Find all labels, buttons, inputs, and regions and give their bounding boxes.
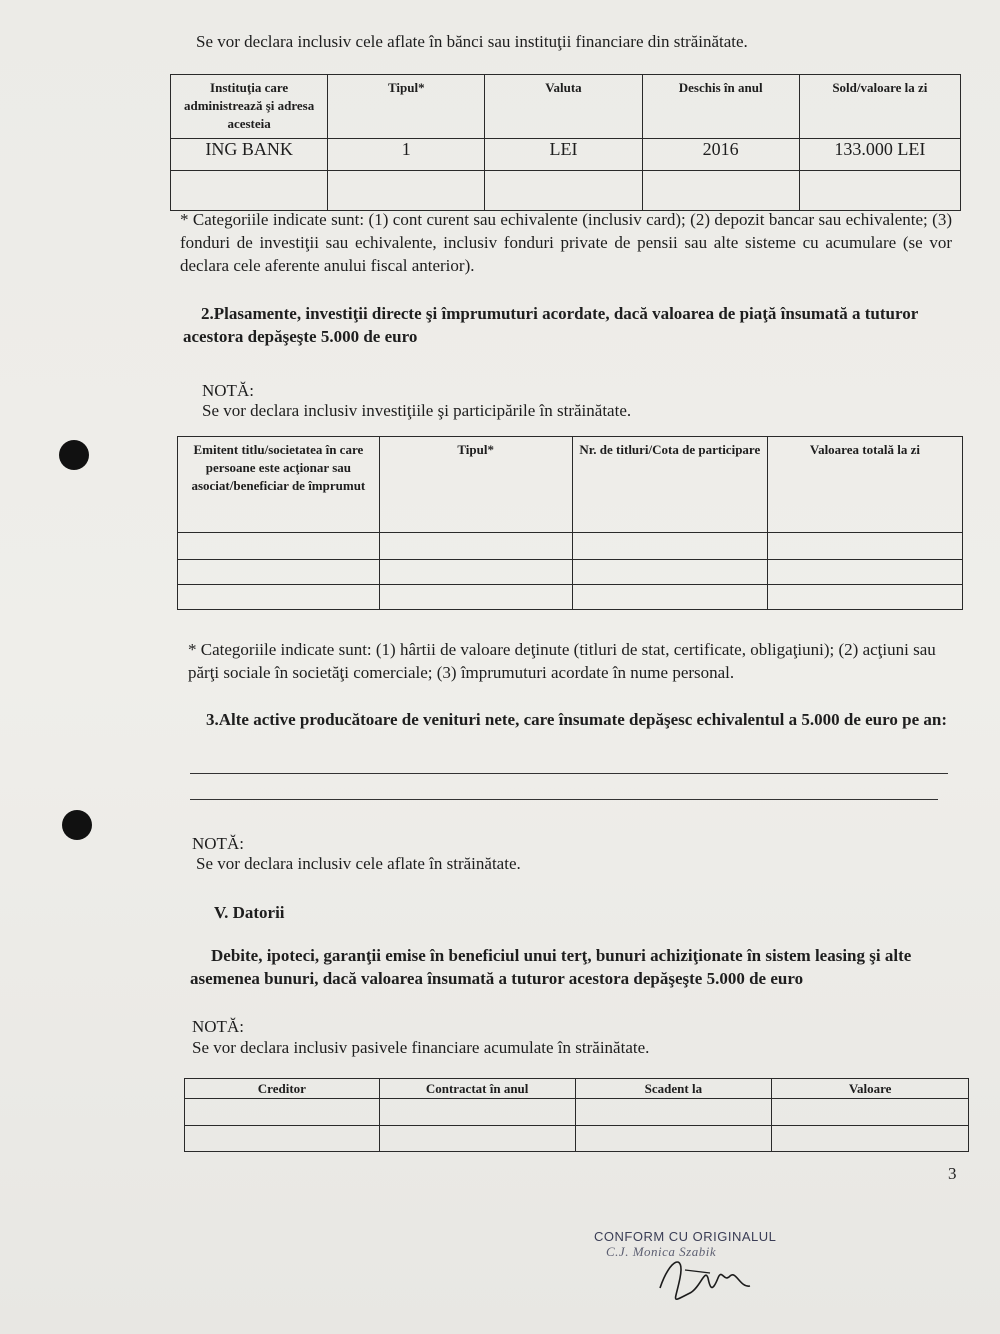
table-row (185, 1099, 969, 1126)
table-cell (178, 533, 380, 560)
table-cell (772, 1126, 969, 1152)
cell-institution: ING BANK (171, 139, 328, 171)
table-cell (178, 560, 380, 585)
table-row (185, 1126, 969, 1152)
table-cell (575, 1099, 772, 1126)
section-3-nota-text: Se vor declara inclusiv cele aflate în străinătate. (196, 854, 521, 873)
table-cell (767, 560, 962, 585)
section-2-title: 2.Plasamente, investiţii directe şi împrumuturi acordate, dacă valoarea de piaţă însumată a tuturor acestora depăşeşte 5.000 de euro (183, 304, 918, 346)
signature (650, 1248, 770, 1308)
col-header-opened-year: Deschis în anul (642, 75, 799, 139)
intro-line: Se vor declara inclusiv cele aflate în bănci sau instituţii financiare din străinătate. (196, 32, 748, 51)
section-5-heading: V. Datorii (214, 903, 285, 922)
table-header-row (171, 75, 961, 139)
table-cell (185, 1126, 380, 1152)
table-cell (328, 171, 485, 211)
page-number: 3 (948, 1164, 957, 1183)
stamp-line-1: CONFORM CU ORIGINALUL (594, 1229, 777, 1244)
table-cell (185, 1099, 380, 1126)
table-cell (379, 560, 572, 585)
table-cell (572, 585, 767, 610)
table-cell (767, 585, 962, 610)
table-cell (379, 1099, 575, 1126)
table-cell (572, 533, 767, 560)
blank-line-2 (190, 799, 938, 800)
col-header-institution: Instituţia care administrează şi adresa acesteia (171, 75, 328, 139)
section-5-nota-text: Se vor declara inclusiv pasivele financiare acumulate în străinătate. (192, 1038, 650, 1057)
table-row (171, 139, 961, 171)
table-cell (379, 585, 572, 610)
punch-hole-lower (62, 810, 92, 840)
bank-accounts-table (170, 74, 961, 211)
section-5-title: Debite, ipoteci, garanţii emise în beneficiul unui terţ, bunuri achiziţionate în sistem leasing şi alte asemenea bunuri, dacă valoarea însumată a tuturor acestora depăşeşte 5.000 de euro (190, 946, 912, 988)
col-header-balance: Sold/valoare la zi (799, 75, 960, 139)
cell-balance: 133.000 LEI (799, 139, 960, 171)
table-header-row (178, 437, 963, 533)
stamp-line-2: C.J. Monica Szabik (606, 1244, 717, 1259)
table-cell (178, 585, 380, 610)
col-header-issuer: Emitent titlu/societatea în care persoane este acţionar sau asociat/beneficiar de împrumut (178, 437, 380, 533)
table-cell (379, 533, 572, 560)
footnote-categories-1: * Categoriile indicate sunt: (1) cont curent sau echivalente (inclusiv card); (2) depozit bancar sau echivalente; (3) fonduri de investiţii sau echivalente, inclusiv fonduri private de pensii sau alte sisteme cu acumulare (se vor declara cele aferente anului fiscal anterior). (180, 210, 952, 275)
col-header-due-date: Scadent la (575, 1079, 772, 1099)
table-header-row (185, 1079, 969, 1099)
col-header-value: Valoare (772, 1079, 969, 1099)
table-cell (642, 171, 799, 211)
table-cell (485, 171, 642, 211)
section-5-nota-label: NOTĂ: (192, 1017, 244, 1036)
table-cell (799, 171, 960, 211)
table-row (171, 171, 961, 211)
col-header-type: Tipul* (328, 75, 485, 139)
table-row (178, 585, 963, 610)
table-cell (572, 560, 767, 585)
cell-currency: LEI (485, 139, 642, 171)
section-3-title: 3.Alte active producătoare de venituri nete, care însumate depăşesc echivalentul a 5.000 de euro pe an: (206, 710, 947, 729)
table-cell (379, 1126, 575, 1152)
table-cell (575, 1126, 772, 1152)
section-3-nota-label: NOTĂ: (192, 834, 244, 853)
table-cell (767, 533, 962, 560)
col-header-total-value: Valoarea totală la zi (767, 437, 962, 533)
col-header-type: Tipul* (379, 437, 572, 533)
col-header-creditor: Creditor (185, 1079, 380, 1099)
col-header-contracted-year: Contractat în anul (379, 1079, 575, 1099)
table-row (178, 560, 963, 585)
cell-type: 1 (328, 139, 485, 171)
punch-hole-upper (59, 440, 89, 470)
blank-line-1 (190, 773, 948, 774)
col-header-currency: Valuta (485, 75, 642, 139)
table-cell (772, 1099, 969, 1126)
col-header-shares: Nr. de titluri/Cota de participare (572, 437, 767, 533)
table-row (178, 533, 963, 560)
section-2-nota-label: NOTĂ: (202, 381, 254, 400)
footnote-categories-2: * Categoriile indicate sunt: (1) hârtii de valoare deţinute (titluri de stat, certificate, obligaţiuni); (2) acţiuni sau părţi sociale în societăţi comerciale; (3) împrumuturi acordate în nume personal. (188, 640, 936, 682)
cell-opened-year: 2016 (642, 139, 799, 171)
section-2-nota-text: Se vor declara inclusiv investiţiile şi participările în străinătate. (202, 401, 632, 420)
table-cell (171, 171, 328, 211)
debts-table (184, 1078, 969, 1152)
investments-table (177, 436, 963, 610)
